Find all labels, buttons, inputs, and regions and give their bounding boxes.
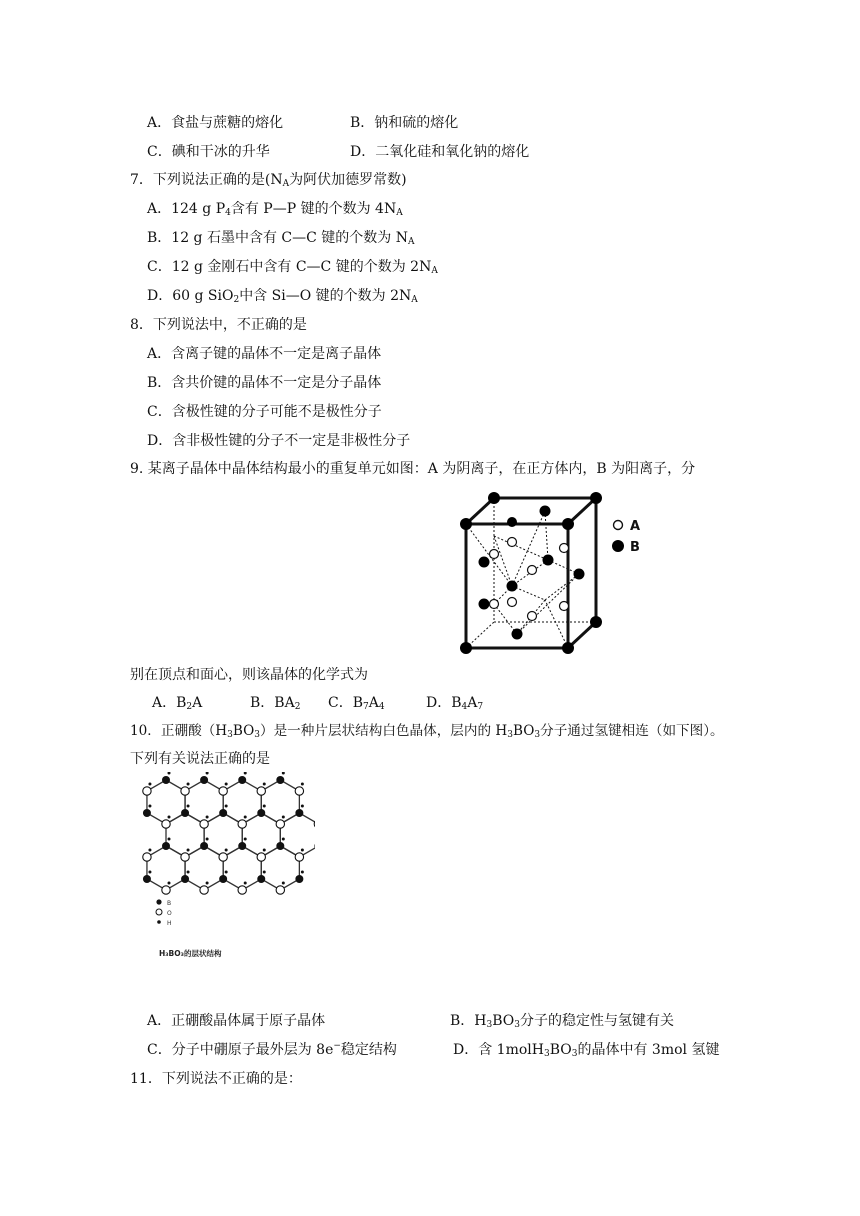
figure-caption: H₃BO₃的层状结构 (159, 949, 222, 958)
q8-stem: 8．下列说法中，不正确的是 (130, 317, 307, 333)
q9-option-c: C．$B_7A_4$ (328, 695, 385, 712)
q10-option-c: C．分子中硼原子最外层为 8e−稳定结构 (147, 1041, 397, 1058)
q6-option-c: C．碘和干冰的升华 (147, 144, 270, 160)
crystal-unit-cell-figure (452, 488, 662, 658)
q9-stem: 9. 某离子晶体中晶体结构最小的重复单元如图：A 为阴离子，在正方体内，B 为阳离子，分 (130, 461, 696, 477)
svg-text:H: H (167, 920, 172, 927)
q10-option-a: A．正硼酸晶体属于原子晶体 (147, 1013, 326, 1029)
q10-stem: 10．正硼酸$(H_3BO_3)$是一种片层状结构白色晶体，层内的 $H_3BO_3$分子通过氢键相连（如下图）。 (130, 723, 724, 740)
q7-option-c: C．12 g 金刚石中含有 C—C 键的个数为 $2N_A$ (147, 259, 438, 276)
svg-text:O: O (167, 910, 172, 917)
q9-stem-continued: 别在顶点和面心，则该晶体的化学式为 (130, 667, 368, 683)
q9-option-a: A．$B_2A$ (152, 695, 203, 712)
q8-option-a: A．含离子键的晶体不一定是离子晶体 (147, 346, 382, 362)
q9-option-b: B．$BA_2$ (250, 695, 301, 712)
q10-stem-continued: 下列有关说法正确的是 (130, 751, 270, 767)
q8-option-b: B．含共价键的晶体不一定是分子晶体 (147, 375, 382, 391)
q6-option-b: B．钠和硫的熔化 (350, 115, 459, 131)
q7-option-a: A．124 g $P_4$含有 P—P 键的个数为 $4N_A$ (147, 201, 403, 218)
q11-stem: 11．下列说法不正确的是： (130, 1071, 302, 1087)
figure-legend (156, 899, 172, 927)
q8-option-c: C．含极性键的分子可能不是极性分子 (147, 404, 382, 420)
q9-option-d: D．$B_4A_7$ (426, 695, 484, 712)
q7-stem: 7．下列说法正确的是($N_A$为阿伏加德罗常数) (130, 172, 407, 189)
legend-a-label: A (630, 519, 641, 534)
q6-option-d: D．二氧化硅和氧化钠的熔化 (350, 144, 530, 160)
q10-option-b: B．$H_3BO_3$分子的稳定性与氢键有关 (450, 1013, 674, 1030)
q7-option-d: D．60 g SiO$_2$中含 Si—O 键的个数为 $2N_A$ (147, 288, 418, 305)
legend-b-label: B (630, 540, 640, 555)
boric-acid-layer-figure (140, 772, 315, 970)
q6-option-a: A．食盐与蔗糖的熔化 (147, 115, 284, 131)
svg-text:B: B (167, 900, 172, 907)
q7-option-b: B．12 g 石墨中含有 C—C 键的个数为 $N_A$ (147, 230, 415, 247)
q8-option-d: D．含非极性键的分子不一定是非极性分子 (147, 433, 411, 449)
q10-option-d: D．含 $1molH_3BO_3$的晶体中有 3mol 氢键 (453, 1042, 720, 1059)
